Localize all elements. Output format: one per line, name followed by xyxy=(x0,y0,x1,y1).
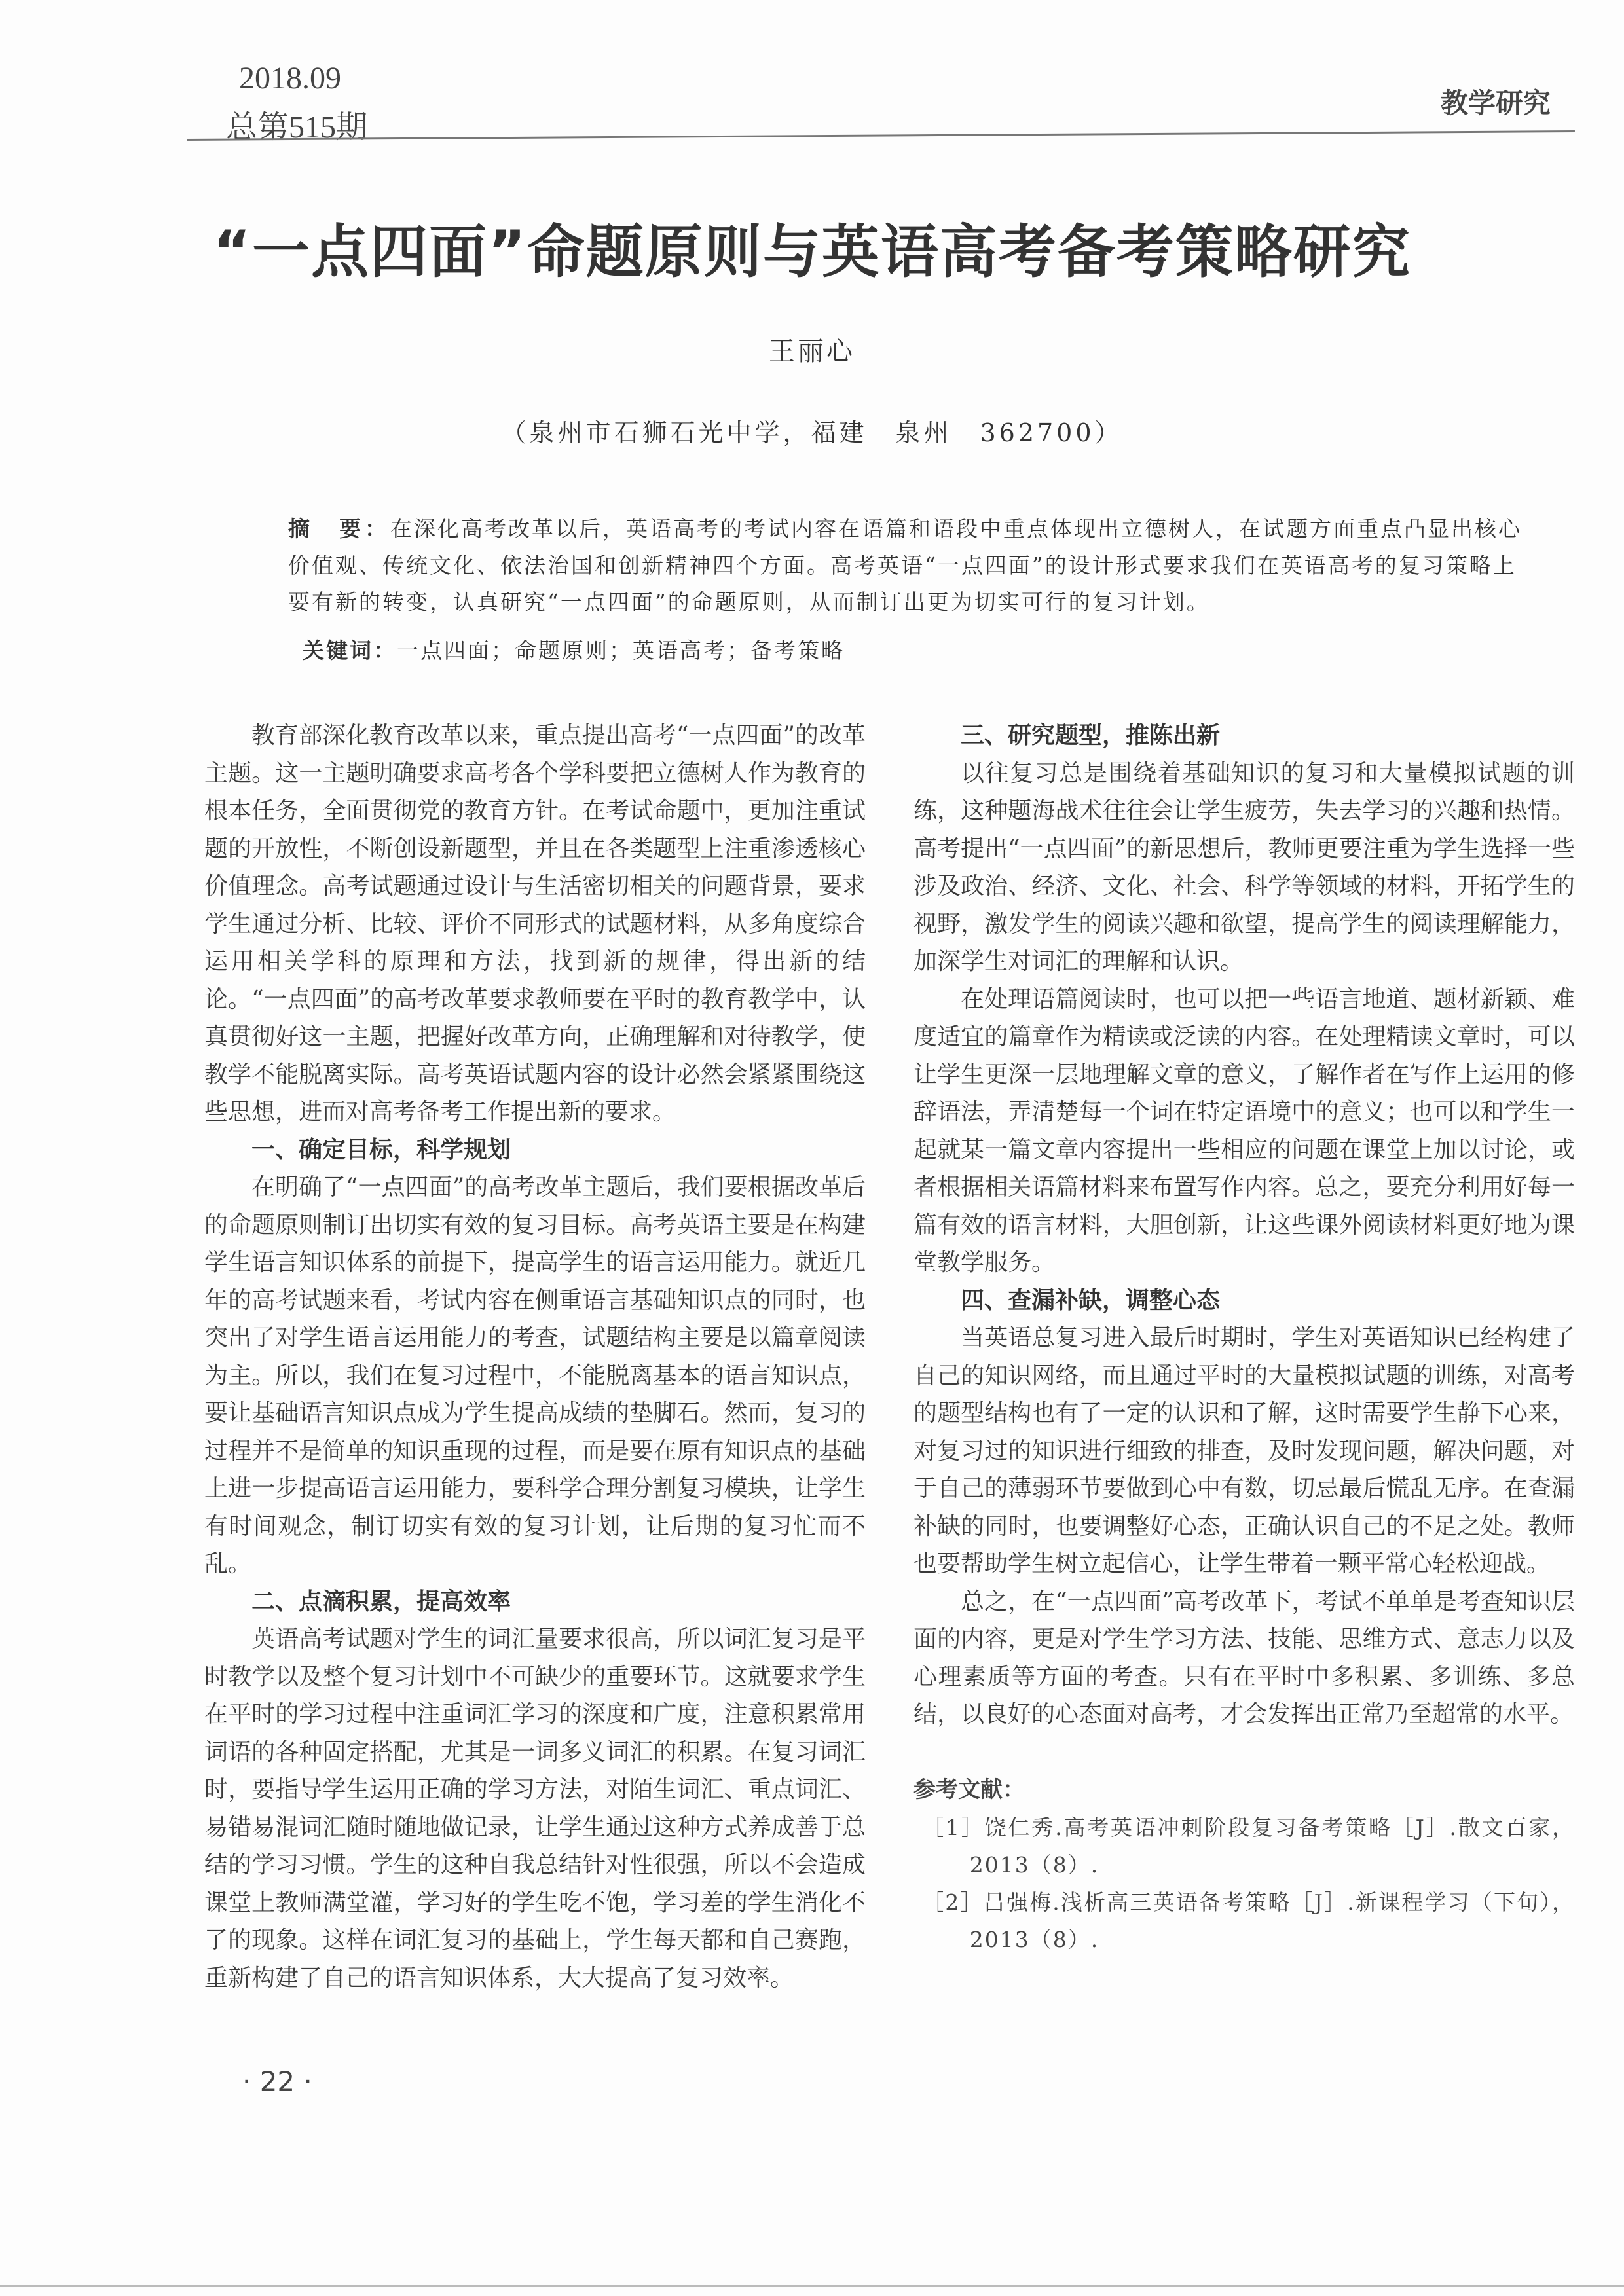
section-1-paragraph: 在明确了“一点四面”的高考改革主题后，我们要根据改革后的命题原则制订出切实有效的复习目标。高考英语主要是在构建学生语言知识体系的前提下，提高学生的语言运用能力。就近几年的高考试题来看，考试内容在侧重语言基础知识点的同时，也突出了对学生语言运用能力的考查，试题结构主要是以篇章阅读为主。所以，我们在复习过程中，不能脱离基本的语言知识点，要让基础语言知识点成为学生提高成绩的垫脚石。然而，复习的过程并不是简单的知识重现的过程，而是要在原有知识点的基础上进一步提高语言运用能力，要科学合理分割复习模块，让学生有时间观念，制订切实有效的复习计划，让后期的复习忙而不乱。 xyxy=(204,1174,866,1577)
keywords xyxy=(303,634,1481,665)
abstract xyxy=(288,511,1532,621)
references-title: 参考文献： xyxy=(913,1776,1025,1803)
scan-edge xyxy=(0,2285,1624,2287)
article-title: “一点四面”命题原则与英语高考备考策略研究 xyxy=(213,218,1411,285)
section-heading-1: 一、确定目标，科学规划 xyxy=(251,1136,511,1163)
reference-item: ［2］吕强梅.浅析高三英语备考策略［J］.新课程学习（下旬），2013（8）. xyxy=(922,1889,1575,1952)
abstract-text: 在深化高考改革以后，英语高考的考试内容在语篇和语段中重点体现出立德树人，在试题方面重点凸显出核心价值观、传统文化、依法治国和创新精神四个方面。高考英语“一点四面”的设计形式要求我们在英语高考的复习策略上要有新的转变，认真研究“一点四面”的命题原则，从而制订出更为切实可行的复习计划。 xyxy=(288,516,1522,615)
section-heading-3: 三、研究题型，推陈出新 xyxy=(961,722,1221,749)
section-3-paragraph-1: 以往复习总是围绕着基础知识的复习和大量模拟试题的训练，这种题海战术往往会让学生疲劳，失去学习的兴趣和热情。高考提出“一点四面”的新思想后，教师更要注重为学生选择一些涉及政治、经济、文化、社会、科学等领域的材料，开拓学生的视野，激发学生的阅读兴趣和欲望，提高学生的阅读理解能力，加深学生对词汇的理解和认识。 xyxy=(913,759,1575,975)
intro-paragraph: 教育部深化教育改革以来，重点提出高考“一点四面”的改革主题。这一主题明确要求高考各个学科要把立德树人作为教育的根本任务，全面贯彻党的教育方针。在考试命题中，更加注重试题的开放性，不断创设新题型，并且在各类题型上注重渗透核心价值理念。高考试题通过设计与生活密切相关的问题背景，要求学生通过分析、比较、评价不同形式的试题材料，从多角度综合运用相关学科的原理和方法，找到新的规律，得出新的结论。“一点四面”的高考改革要求教师要在平时的教育教学中，认真贯彻好这一主题，把握好改革方向，正确理解和对待教学，使教学不能脱离实际。高考英语试题内容的设计必然会紧紧围绕这些思想，进而对高考备考工作提出新的要求。 xyxy=(204,722,866,1125)
abstract-label: 摘 要： xyxy=(288,516,390,541)
author-affiliation: （泉州市石狮石光中学，福建 泉州 362700） xyxy=(501,418,1123,447)
header-rule xyxy=(187,130,1575,141)
journal-issue: 总第515期 xyxy=(226,110,368,145)
keywords-label: 关键词： xyxy=(303,638,397,663)
section-3-paragraph-2: 在处理语篇阅读时，也可以把一些语言地道、题材新颖、难度适宜的篇章作为精读或泛读的内容。在处理精读文章时，可以让学生更深一层地理解文章的意义，了解作者在写作上运用的修辞语法，弄清楚每一个词在特定语境中的意义；也可以和学生一起就某一篇文章内容提出一些相应的问题在课堂上加以讨论，或者根据相关语篇材料来布置写作内容。总之，要充分利用好每一篇有效的语言材料，大胆创新，让这些课外阅读材料更好地为课堂教学服务。 xyxy=(913,985,1575,1276)
body-column-right xyxy=(913,717,1575,1958)
section-heading-2: 二、点滴积累，提高效率 xyxy=(251,1588,511,1615)
section-label: 教学研究 xyxy=(1441,87,1551,119)
author-name: 王丽心 xyxy=(769,337,855,367)
section-2-paragraph: 英语高考试题对学生的词汇量要求很高，所以词汇复习是平时教学以及整个复习计划中不可缺少的重要环节。这就要求学生在平时的学习过程中注重词汇学习的深度和广度，注意积累常用词语的各种固定搭配，尤其是一词多义词汇的积累。在复习词汇时，要指导学生运用正确的学习方法，对陌生词汇、重点词汇、易错易混词汇随时随地做记录，让学生通过这种方式养成善于总结的学习习惯。学生的这种自我总结针对性很强，所以不会造成课堂上教师满堂灌，学习好的学生吃不饱，学习差的学生消化不了的现象。这样在词汇复习的基础上，学生每天都和自己赛跑，重新构建了自己的语言知识体系，大大提高了复习效率。 xyxy=(204,1626,866,1992)
keywords-text: 一点四面；命题原则；英语高考；备考策略 xyxy=(397,638,845,663)
body-column-left xyxy=(204,717,866,1997)
reference-item: ［1］饶仁秀.高考英语冲刺阶段复习备考策略［J］.散文百家，2013（8）. xyxy=(922,1814,1575,1878)
section-4-paragraph-1: 当英语总复习进入最后时期时，学生对英语知识已经构建了自己的知识网络，而且通过平时的大量模拟试题的训练，对高考的题型结构也有了一定的认识和了解，这时需要学生静下心来，对复习过的知识进行细致的排查，及时发现问题，解决问题，对于自己的薄弱环节要做到心中有数，切忌最后慌乱无序。在查漏补缺的同时，也要调整好心态，正确认识自己的不足之处。教师也要帮助学生树立起信心，让学生带着一颗平常心轻松迎战。 xyxy=(913,1324,1575,1577)
journal-date: 2018.09 xyxy=(239,61,341,96)
page-number: · 22 · xyxy=(242,2066,312,2098)
section-heading-4: 四、查漏补缺，调整心态 xyxy=(961,1286,1221,1314)
conclusion-paragraph: 总之，在“一点四面”高考改革下，考试不单单是考查知识层面的内容，更是对学生学习方法、技能、思维方式、意志力以及心理素质等方面的考查。只有在平时中多积累、多训练、多总结，以良好的心态面对高考，才会发挥出正常乃至超常的水平。 xyxy=(913,1588,1575,1728)
